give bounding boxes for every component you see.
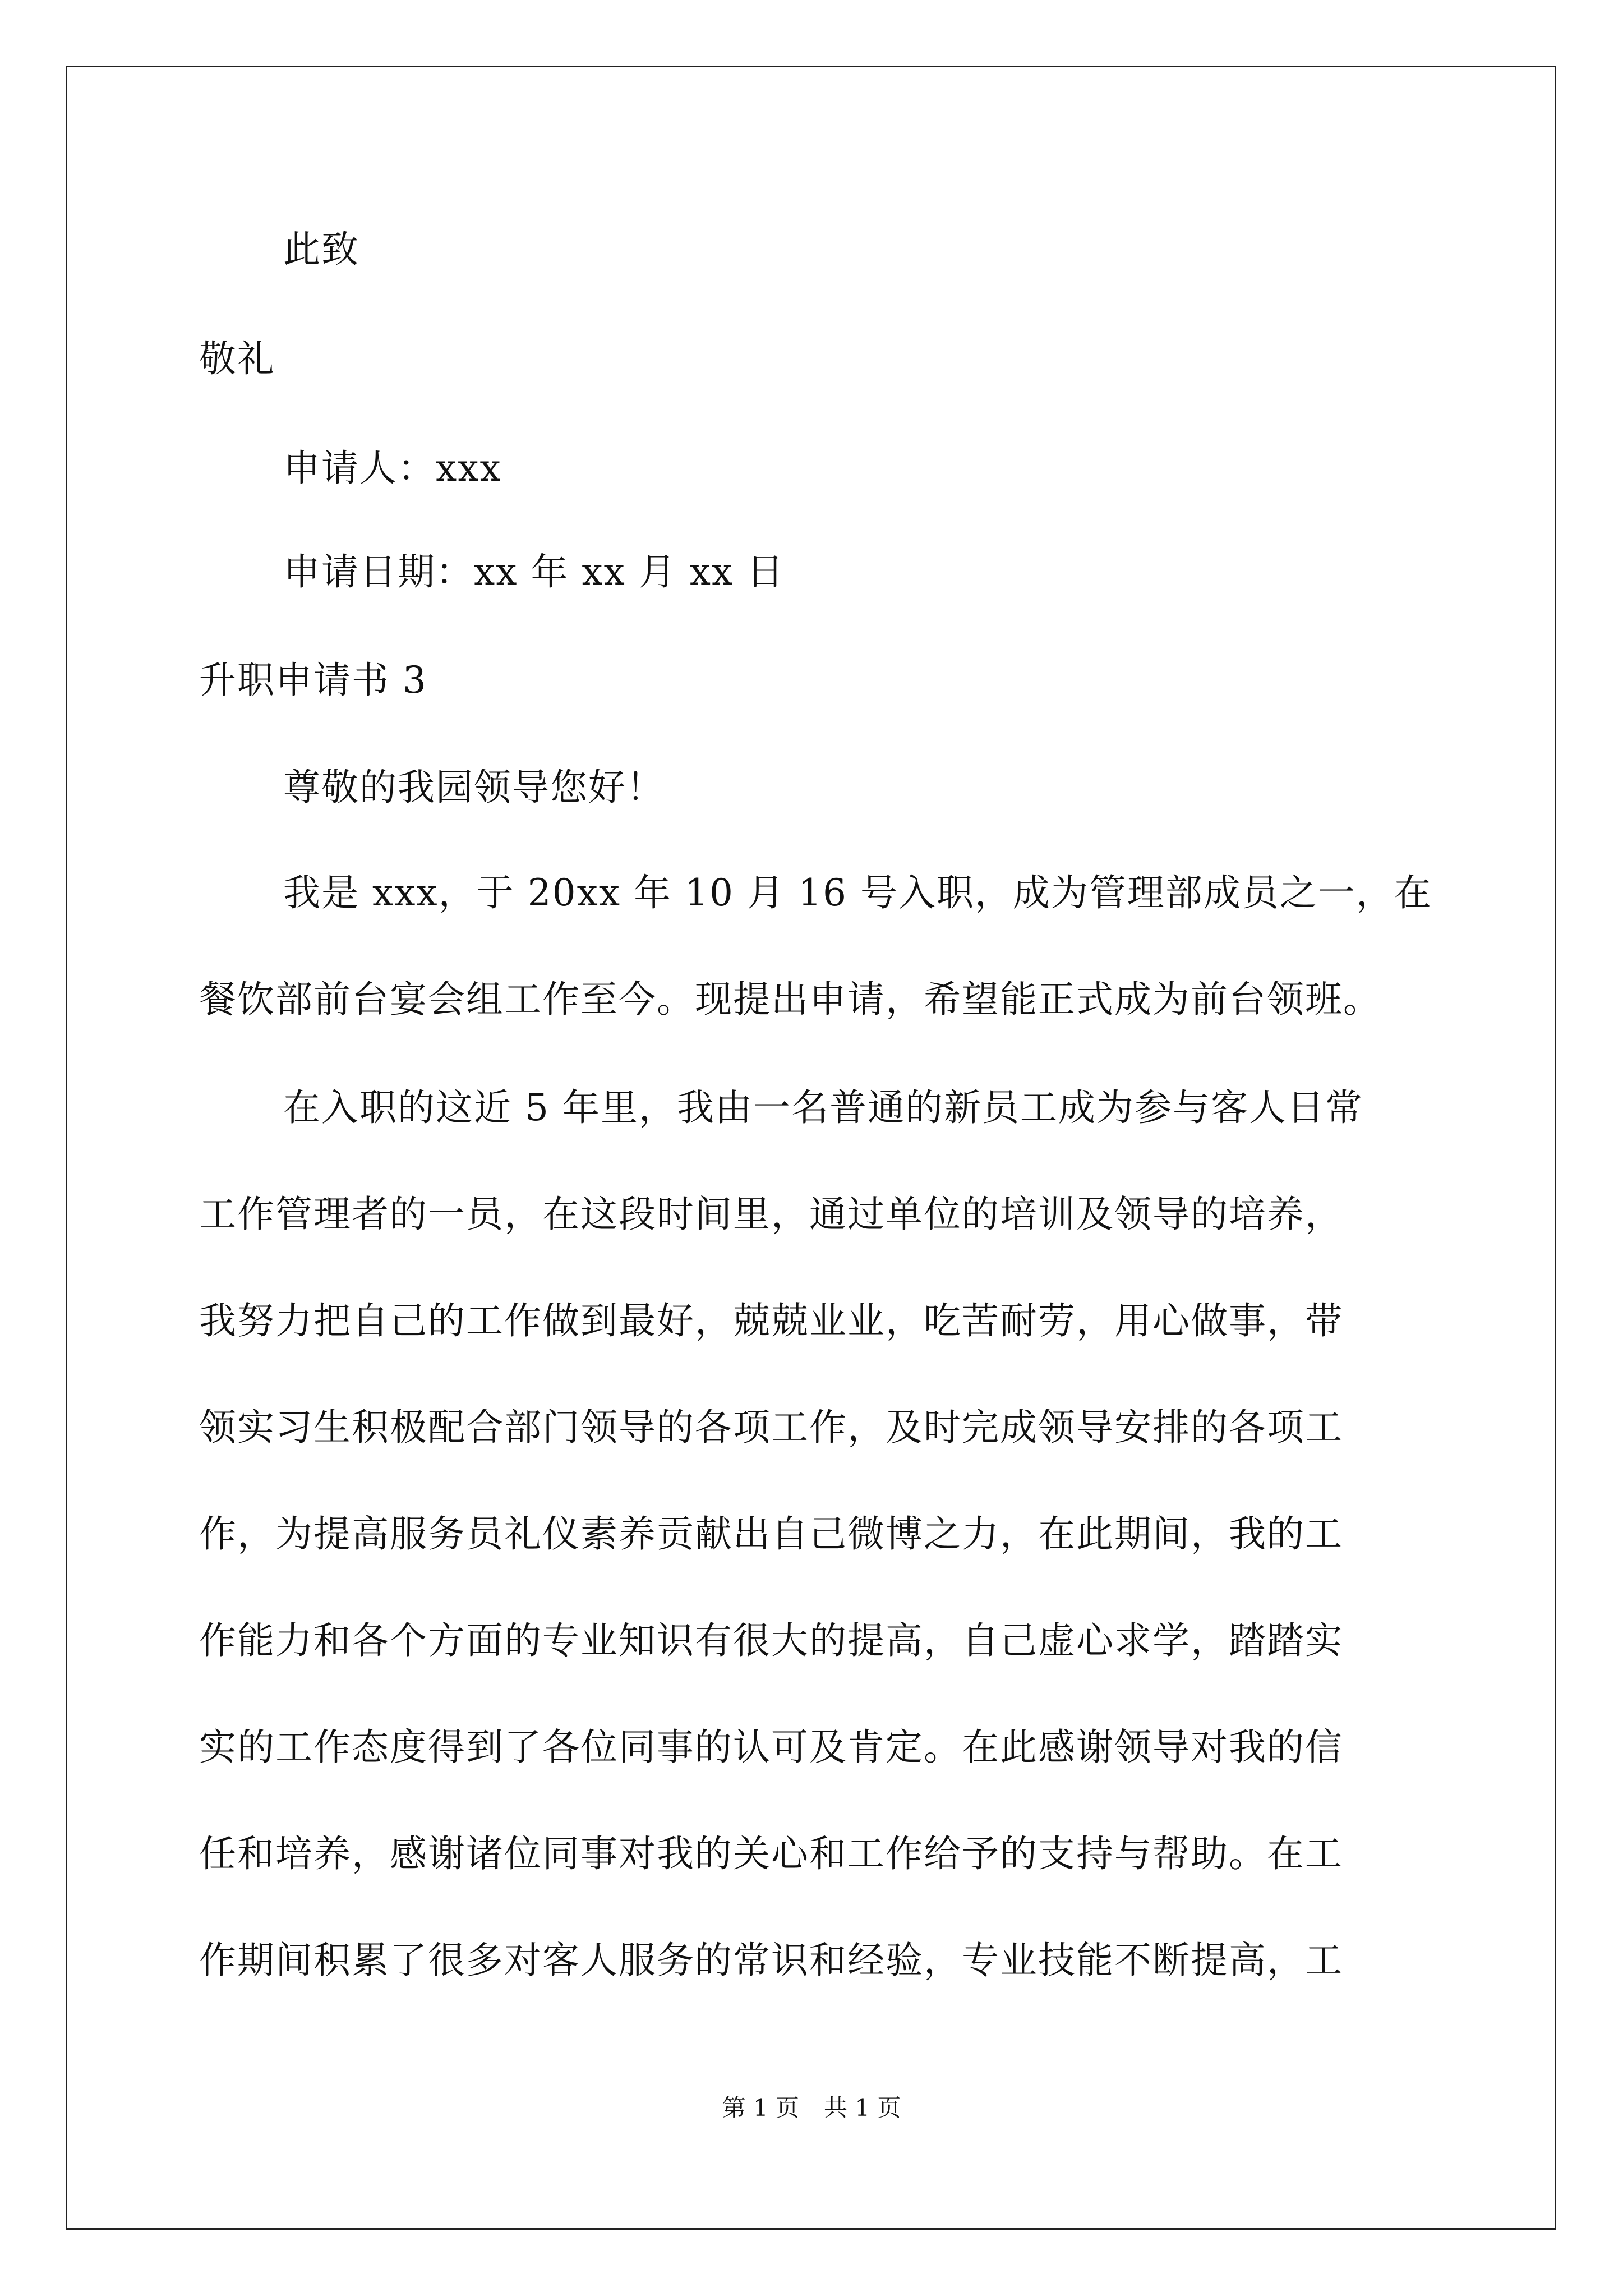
paragraph-line: 作，为提高服务员礼仪素养贡献出自己微博之力，在此期间，我的工 bbox=[199, 1512, 1343, 1556]
closing-line: 此致 bbox=[283, 228, 359, 271]
greeting-line: 尊敬的我园领导您好！ bbox=[283, 766, 665, 809]
paragraph-line: 任和培养，感谢诸位同事对我的关心和工作给予的支持与帮助。在工 bbox=[199, 1832, 1343, 1875]
applicant-line: 申请人：xxx bbox=[283, 447, 502, 490]
salutation-line: 敬礼 bbox=[199, 337, 275, 380]
section-title: 升职申请书 3 bbox=[199, 659, 427, 702]
page-footer bbox=[0, 2094, 1623, 2122]
page-border bbox=[66, 66, 1556, 2230]
paragraph-line: 工作管理者的一员，在这段时间里，通过单位的培训及领导的培养， bbox=[199, 1193, 1343, 1236]
paragraph-line: 餐饮部前台宴会组工作至今。现提出申请，希望能正式成为前台领班。 bbox=[199, 978, 1381, 1021]
paragraph-line: 我是 xxx，于 20xx 年 10 月 16 号入职，成为管理部成员之一，在 bbox=[283, 871, 1432, 914]
paragraph-line: 领实习生积极配合部门领导的各项工作，及时完成领导安排的各项工 bbox=[199, 1406, 1343, 1449]
page-number: 第 1 页 bbox=[722, 2094, 799, 2122]
paragraph-line: 实的工作态度得到了各位同事的认可及肯定。在此感谢领导对我的信 bbox=[199, 1726, 1343, 1769]
page-total: 共 1 页 bbox=[824, 2094, 901, 2122]
paragraph-line: 作期间积累了很多对客人服务的常识和经验，专业技能不断提高，工 bbox=[199, 1939, 1343, 1982]
date-line: 申请日期：xx 年 xx 月 xx 日 bbox=[283, 550, 785, 593]
paragraph-line: 在入职的这近 5 年里，我由一名普通的新员工成为参与客人日常 bbox=[283, 1086, 1363, 1129]
paragraph-line: 我努力把自己的工作做到最好，兢兢业业，吃苦耐劳，用心做事，带 bbox=[199, 1299, 1343, 1342]
paragraph-line: 作能力和各个方面的专业知识有很大的提高，自己虚心求学，踏踏实 bbox=[199, 1619, 1343, 1662]
